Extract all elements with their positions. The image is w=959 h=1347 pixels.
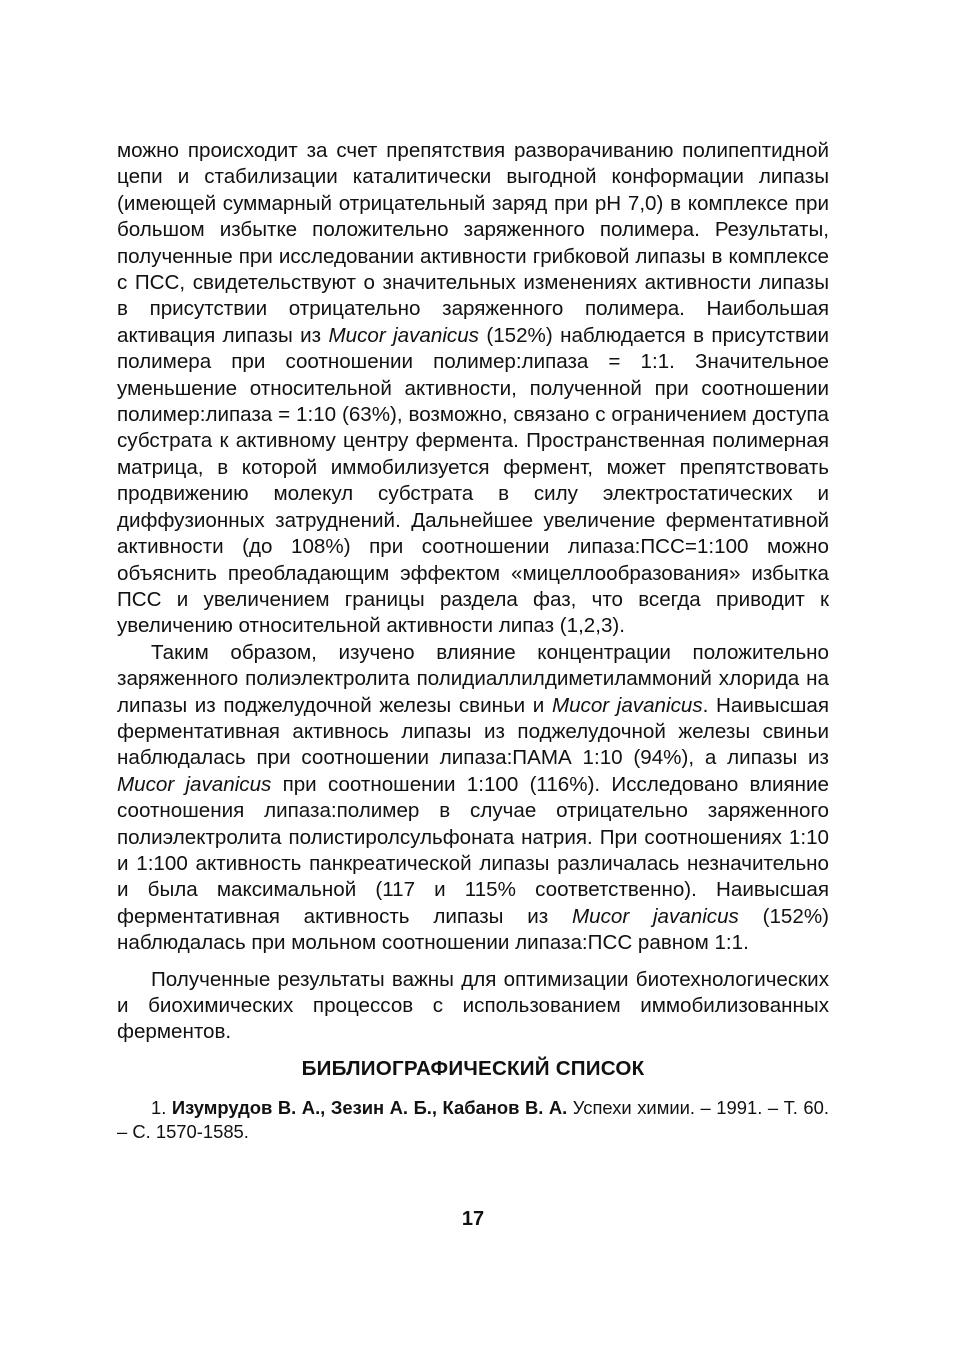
body-paragraph-2 <box>117 640 829 957</box>
document-page <box>117 138 829 1230</box>
ref-authors: Изумрудов В. А., Зезин А. Б., Кабанов В. А. <box>171 1097 568 1119</box>
body-paragraph-1 <box>117 138 829 640</box>
species-name: Mucor javanicus <box>571 904 739 928</box>
text-run: можно происходит за счет препятствия разворачиванию полипептидной цепи и стабилизации каталитически выгодной конформации липазы (имеющей суммарный отрицательный заряд при pH 7,0) в комплексе при большом избытке положительно заряженного полимера. Результаты, полученные при исследовании активности грибковой липазы в комплексе с ПСС, свидетельствуют о значительных изменениях активности липазы в присутствии отрицательно заряженного полимера. Наибольшая активация липазы из <box>117 139 829 347</box>
page-number: 17 <box>461 1208 485 1230</box>
text-run: . Наивысшая ферментативная активнось липазы из поджелудочной железы свиньи наблюдалась при соотношении липаза:ПАМА 1:10 (94%), а липазы из <box>117 693 829 770</box>
species-name: Mucor javanicus <box>117 772 272 796</box>
bibliography-item <box>117 1096 829 1144</box>
text-run: Полученные результаты важны для оптимизации биотехнологических и биохимических процессов с использованием иммобилизованных ферментов. <box>117 967 829 1044</box>
text-run: Таким образом, изучено влияние концентрации положительно заряженного полиэлектролита полидиаллилдиметиламмоний хлорида на липазы из поджелудочной железы свиньи и <box>117 640 829 717</box>
ref-source: Успехи химии. – 1991. – Т. 60. – С. 1570-1585. <box>117 1097 829 1143</box>
text-run: (152%) наблюдается в присутствии полимера при соотношении полимер:липаза = 1:1. Значительное уменьшение относительной активности, полученной при соотношении полимер:липаза = 1:10 (63%), возможно, связано с ограничением доступа субстрата к активному центру фермента. Пространственная полимерная матрица, в которой иммобилизуется фермент, может препятствовать продвижению молекул субстрата в силу электростатических и диффузионных затруднений. Дальнейшее увеличение ферментативной активности (до 108%) при соотношении липаза:ПСС=1:100 можно объяснить преобладающим эффектом «мицеллообразования» избытка ПСС и увеличением границы раздела фаз, что всегда приводит к увеличению относительной активности липаз (1,2,3). <box>117 323 829 638</box>
ref-number: 1. <box>151 1097 167 1119</box>
text-run: при соотношении 1:100 (116%). Исследовано влияние соотношения липаза:полимер в случае отрицательно заряженного полиэлектролита полистиролсульфоната натрия. При соотношениях 1:10 и 1:100 активность панкреатической липазы различалась незначительно и была максимальной (117 и 115% соответственно). Наивысшая ферментативная активность липазы из <box>117 772 829 928</box>
species-name: Mucor javanicus <box>551 693 703 717</box>
species-name: Mucor javanicus <box>328 323 479 347</box>
body-paragraph-3 <box>117 967 829 1046</box>
text-run: (152%) наблюдалась при мольном соотношении липаза:ПСС равном 1:1. <box>117 904 829 955</box>
bibliography-heading: БИБЛИОГРАФИЧЕСКИЙ СПИСОК <box>301 1056 645 1080</box>
